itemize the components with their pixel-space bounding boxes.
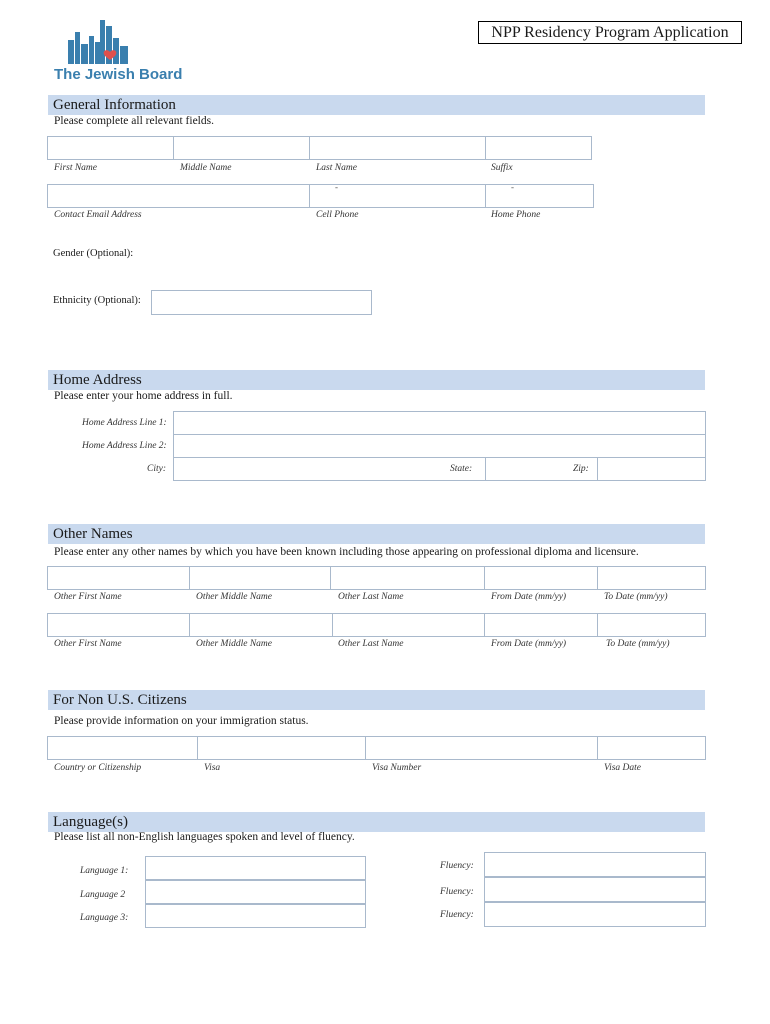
section-address-header	[48, 370, 705, 390]
to-date-label: To Date (mm/yy)	[606, 639, 670, 649]
country-field[interactable]	[47, 736, 198, 760]
fluency1-field[interactable]	[484, 852, 706, 877]
section-instruction: Please list all non-English languages spoken and level of fluency.	[54, 831, 355, 843]
section-title: Home Address	[53, 372, 142, 388]
visa-date-label: Visa Date	[604, 763, 642, 773]
cell-phone-label: Cell Phone	[316, 210, 359, 220]
other-last-name-field[interactable]	[330, 566, 485, 590]
phone-separator: -	[335, 182, 338, 192]
other-middle-name-label: Other Middle Name	[196, 639, 272, 649]
country-label: Country or Citizenship	[54, 763, 142, 773]
visa-date-field[interactable]	[597, 736, 706, 760]
visa-field[interactable]	[197, 736, 366, 760]
language2-field[interactable]	[145, 880, 366, 904]
section-non-us-header	[48, 690, 705, 710]
visa-number-label: Visa Number	[372, 763, 422, 773]
section-title: Language(s)	[53, 814, 128, 830]
other-middle-name-field[interactable]	[189, 613, 333, 637]
city-field[interactable]	[173, 457, 486, 481]
phone-separator: -	[511, 182, 514, 192]
suffix-field[interactable]	[485, 136, 592, 160]
address-line2-field[interactable]	[173, 434, 706, 458]
last-name-field[interactable]	[309, 136, 486, 160]
ethnicity-label: Ethnicity (Optional):	[53, 295, 141, 306]
middle-name-label: Middle Name	[180, 163, 232, 173]
first-name-label: First Name	[54, 163, 98, 173]
email-field[interactable]	[47, 184, 310, 208]
section-instruction: Please provide information on your immigration status.	[54, 715, 309, 727]
middle-name-field[interactable]	[173, 136, 310, 160]
from-date-field[interactable]	[484, 566, 598, 590]
other-first-name-label: Other First Name	[54, 639, 122, 649]
first-name-field[interactable]	[47, 136, 174, 160]
section-title: General Information	[53, 97, 176, 113]
language1-field[interactable]	[145, 856, 366, 880]
address-line2-label: Home Address Line 2:	[82, 441, 167, 451]
section-title: For Non U.S. Citizens	[53, 692, 187, 708]
section-languages-header	[48, 812, 705, 832]
other-middle-name-field[interactable]	[189, 566, 331, 590]
last-name-label: Last Name	[316, 163, 357, 173]
ethnicity-field[interactable]	[151, 290, 372, 315]
section-instruction: Please enter your home address in full.	[54, 390, 233, 402]
state-label: State:	[450, 464, 473, 474]
email-label: Contact Email Address	[54, 210, 142, 220]
zip-label: Zip:	[573, 464, 589, 474]
other-last-name-label: Other Last Name	[338, 592, 404, 602]
to-date-field[interactable]	[597, 566, 706, 590]
section-instruction: Please complete all relevant fields.	[54, 115, 214, 127]
org-name: The Jewish Board	[54, 66, 183, 83]
fluency-label: Fluency:	[440, 887, 474, 897]
from-date-label: From Date (mm/yy)	[491, 592, 567, 602]
language1-label: Language 1:	[80, 866, 129, 876]
fluency2-field[interactable]	[484, 877, 706, 902]
from-date-field[interactable]	[484, 613, 598, 637]
zip-field[interactable]	[597, 457, 706, 481]
visa-label: Visa	[204, 763, 221, 773]
document-title: NPP Residency Program Application	[478, 21, 742, 44]
gender-label: Gender (Optional):	[53, 248, 134, 259]
fluency-label: Fluency:	[440, 861, 474, 871]
language2-label: Language 2	[80, 890, 126, 900]
other-first-name-label: Other First Name	[54, 592, 122, 602]
home-phone-label: Home Phone	[491, 210, 541, 220]
section-title: Other Names	[53, 526, 133, 542]
other-first-name-field[interactable]	[47, 566, 190, 590]
visa-number-field[interactable]	[365, 736, 598, 760]
language3-label: Language 3:	[80, 913, 129, 923]
to-date-label: To Date (mm/yy)	[604, 592, 668, 602]
suffix-label: Suffix	[491, 163, 513, 173]
section-instruction: Please enter any other names by which you have been known including those appearing on professional diploma and licensure.	[54, 546, 639, 558]
section-general-header	[48, 95, 705, 115]
fluency-label: Fluency:	[440, 910, 474, 920]
other-first-name-field[interactable]	[47, 613, 190, 637]
fluency3-field[interactable]	[484, 902, 706, 927]
address-line1-field[interactable]	[173, 411, 706, 435]
address-line1-label: Home Address Line 1:	[82, 418, 167, 428]
to-date-field[interactable]	[597, 613, 706, 637]
other-middle-name-label: Other Middle Name	[196, 592, 272, 602]
other-last-name-label: Other Last Name	[338, 639, 404, 649]
section-other-names-header	[48, 524, 705, 544]
city-label: City:	[147, 464, 166, 474]
language3-field[interactable]	[145, 904, 366, 928]
other-last-name-field[interactable]	[332, 613, 485, 637]
home-phone-field[interactable]	[485, 184, 594, 208]
from-date-label: From Date (mm/yy)	[491, 639, 567, 649]
